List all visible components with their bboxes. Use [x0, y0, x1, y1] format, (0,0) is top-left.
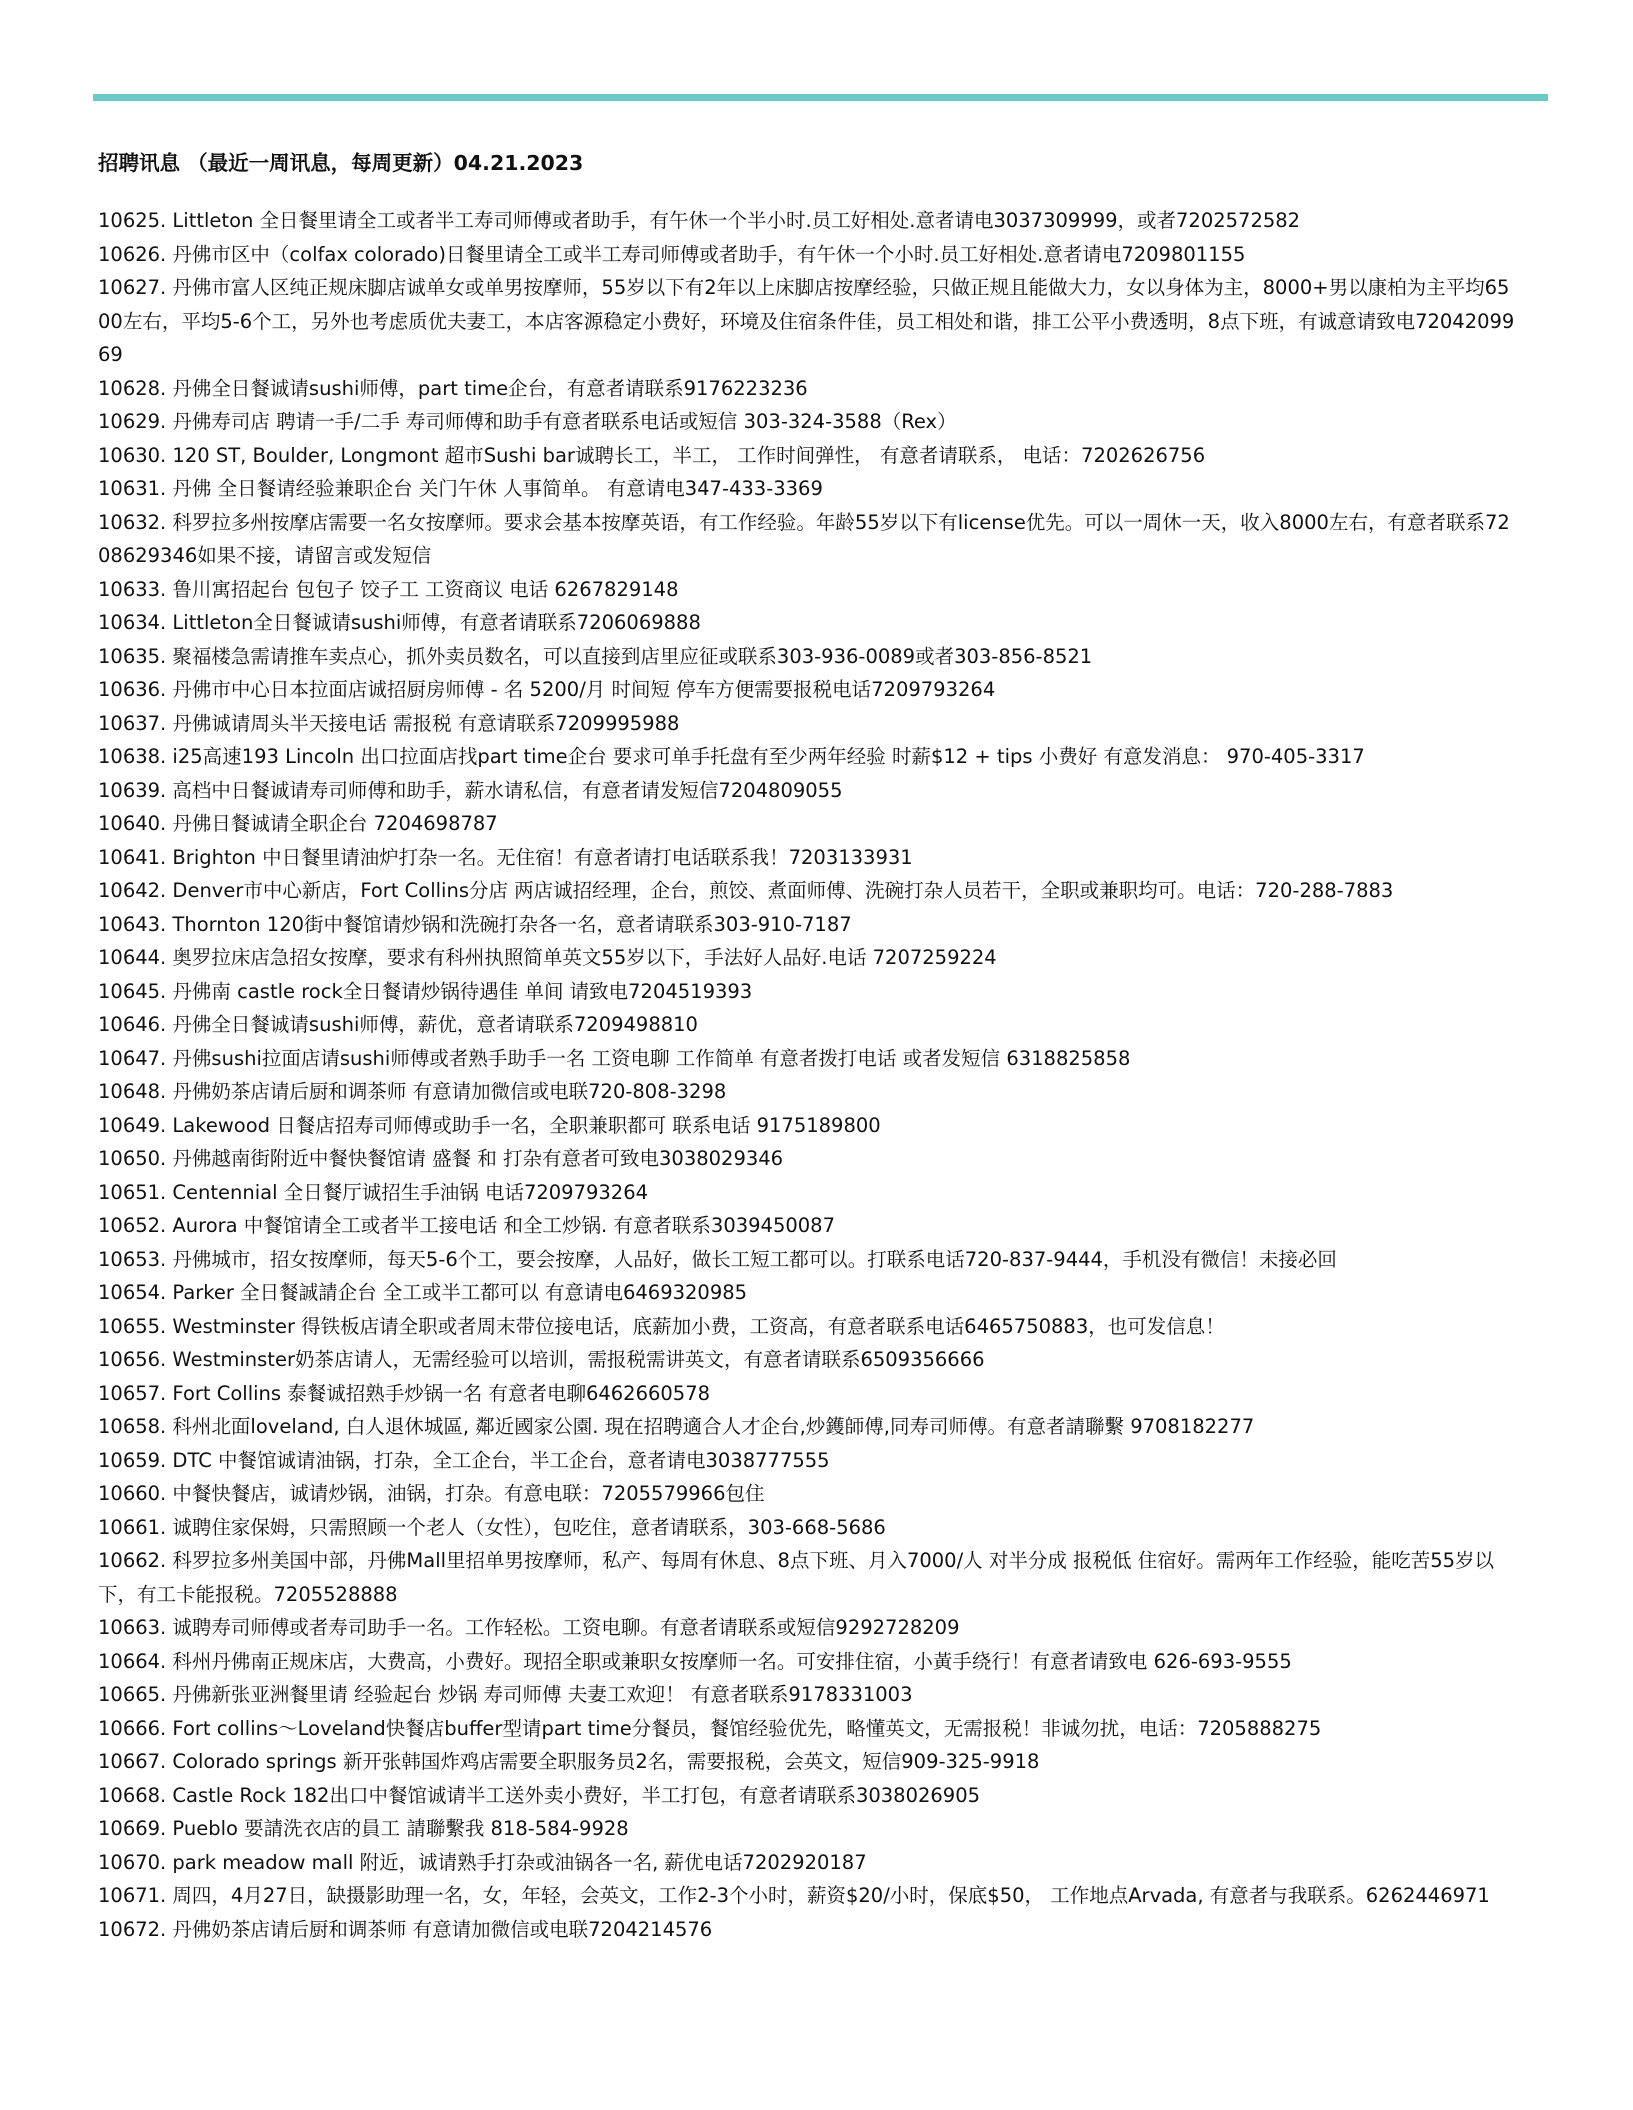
listing-item: 10662. 科罗拉多州美国中部，丹佛Mall里招单男按摩师，私产、每周有休息、8点下班、月入7000/人 对半分成 报税低 住宿好。需两年工作经验，能吃苦55岁以下，有工卡能报税。7205528888 [98, 1549, 1495, 1606]
listing-item: 10641. Brighton 中日餐里请油炉打杂一名。无住宿！有意者请打电话联系我！7203133931 [98, 845, 913, 869]
listing-item: 10661. 诚聘住家保姆，只需照顾一个老人（女性），包吃住，意者请联系，303-668-5686 [98, 1515, 886, 1539]
listing-item: 10665. 丹佛新张亚洲餐里请 经验起台 炒锅 寿司师傅 夫妻工欢迎！ 有意者联系9178331003 [98, 1683, 913, 1706]
listing-item: 10670. park meadow mall 附近，诚请熟手打杂或油锅各一名, 薪优电话7202920187 [98, 1850, 867, 1874]
listing-item: 10640. 丹佛日餐诚请全职企台 7204698787 [98, 812, 498, 835]
listing-item: 10655. Westminster 得铁板店请全职或者周末带位接电话，底薪加小费，工资高，有意者联系电话6465750883，也可发信息！ [98, 1314, 1225, 1338]
listing-item: 10644. 奥罗拉床店急招女按摩，要求有科州执照简单英文55岁以下，手法好人品好.电话 7207259224 [98, 946, 997, 969]
listing-item: 10648. 丹佛奶茶店请后厨和调茶师 有意请加微信或电联720-808-3298 [98, 1080, 727, 1103]
header-rule [93, 94, 1548, 101]
listing-item: 10647. 丹佛sushi拉面店请sushi师傅或者熟手助手一名 工资电聊 工作简单 有意者拨打电话 或者发短信 6318825858 [98, 1046, 1131, 1070]
listing-item: 10627. 丹佛市富人区纯正规床脚店诚单女或单男按摩师，55岁以下有2年以上床脚店按摩经验，只做正规且能做大力，女以身体为主，8000+男以康柏为主平均6500左右，平均5-6个工，另外也考虑质优夫妻工，本店客源稳定小费好，环境及住宿条件佳，员工相处和谐，排工公平小费透明，8点下班，有诚意请致电7204209969 [98, 276, 1515, 366]
listing-item: 10663. 诚聘寿司师傅或者寿司助手一名。工作轻松。工资电聊。有意者请联系或短信9292728209 [98, 1616, 960, 1639]
listing-item: 10666. Fort collins～Loveland快餐店buffer型请part time分餐员，餐馆经验优先，略懂英文，无需报税！非诚勿扰，电话：7205888275 [98, 1716, 1322, 1740]
listing-item: 10645. 丹佛南 castle rock全日餐请炒锅待遇佳 单间 请致电7204519393 [98, 979, 753, 1003]
listing-item: 10634. Littleton全日餐诚请sushi师傅，有意者请联系7206069888 [98, 611, 701, 634]
listing-item: 10672. 丹佛奶茶店请后厨和调茶师 有意请加微信或电联7204214576 [98, 1917, 713, 1941]
listing-item: 10629. 丹佛寿司店 聘请一手/二手 寿司师傅和助手有意者联系电话或短信 303-324-3588（Rex） [98, 410, 957, 433]
listing-item: 10658. 科州北面loveland, 白人退休城區, 鄰近國家公園. 現在招聘適合人才企台,炒鑊師傅,同寿司师傅。有意者請聯繫 9708182277 [98, 1415, 1255, 1438]
listing-item: 10651. Centennial 全日餐厅诚招生手油锅 电话7209793264 [98, 1180, 649, 1204]
listing-item: 10671. 周四，4月27日，缺摄影助理一名，女，年轻，会英文，工作2-3个小时，薪资$20/小时，保底$50， 工作地点Arvada, 有意者与我联系。6262446971 [98, 1884, 1490, 1907]
listing-item: 10656. Westminster奶茶店请人，无需经验可以培训，需报税需讲英文，有意者请联系6509356666 [98, 1348, 985, 1371]
listing-item: 10635. 聚福楼急需请推车卖点心，抓外卖员数名，可以直接到店里应征或联系303-936-0089或者303-856-8521 [98, 644, 1093, 668]
job-listings [98, 204, 1518, 1946]
listing-item: 10639. 高档中日餐诚请寿司师傅和助手，薪水请私信，有意者请发短信7204809055 [98, 778, 843, 802]
listing-item: 10669. Pueblo 要請洗衣店的員工 請聯繫我 818-584-9928 [98, 1817, 629, 1840]
listing-item: 10654. Parker 全日餐誠請企台 全工或半工都可以 有意请电6469320985 [98, 1281, 748, 1304]
listing-item: 10657. Fort Collins 泰餐诚招熟手炒锅一名 有意者电聊6462660578 [98, 1381, 711, 1405]
listing-item: 10653. 丹佛城市，招女按摩师，每天5-6个工，要会按摩，人品好，做长工短工都可以。打联系电话720-837-9444，手机没有微信！未接必回 [98, 1247, 1337, 1271]
listing-item: 10631. 丹佛 全日餐请经验兼职企台 关门午休 人事简单。 有意请电347-433-3369 [98, 477, 823, 500]
listing-item: 10664. 科州丹佛南正规床店，大费高，小费好。现招全职或兼职女按摩师一名。可安排住宿，小黃手绕行！有意者请致电 626-693-9555 [98, 1649, 1292, 1673]
listing-item: 10625. Littleton 全日餐里请全工或者半工寿司师傅或者助手，有午休一个半小时.员工好相处.意者请电3037309999，或者7202572582 [98, 209, 1301, 232]
listing-item: 10638. i25高速193 Lincoln 出口拉面店找part time企台 要求可单手托盘有至少两年经验 时薪$12 + tips 小费好 有意发消息： 970-405-3317 [98, 745, 1365, 768]
listing-item: 10630. 120 ST, Boulder, Longmont 超市Sushi bar诚聘长工，半工， 工作时间弹性， 有意者请联系， 电话：7202626756 [98, 443, 1206, 467]
listing-item: 10668. Castle Rock 182出口中餐馆诚请半工送外卖小费好，半工打包，有意者请联系3038026905 [98, 1783, 981, 1807]
listing-item: 10646. 丹佛全日餐诚请sushi师傅，薪优，意者请联系7209498810 [98, 1013, 698, 1036]
listing-item: 10667. Colorado springs 新开张韩国炸鸡店需要全职服务员2名，需要报税，会英文，短信909-325-9918 [98, 1750, 1040, 1773]
listing-item: 10652. Aurora 中餐馆请全工或者半工接电话 和全工炒锅. 有意者联系3039450087 [98, 1214, 835, 1237]
listing-item: 10660. 中餐快餐店，诚请炒锅，油锅，打杂。有意电联：7205579966包住 [98, 1482, 765, 1505]
listing-item: 10628. 丹佛全日餐诚请sushi师傅，part time企台，有意者请联系9176223236 [98, 376, 808, 400]
listing-item: 10633. 鲁川寓招起台 包包子 饺子工 工资商议 电话 6267829148 [98, 577, 679, 601]
listing-item: 10650. 丹佛越南街附近中餐快餐馆请 盛餐 和 打杂有意者可致电3038029346 [98, 1147, 784, 1170]
page-title: 招聘讯息 （最近一周讯息，每周更新）04.21.2023 [98, 151, 584, 175]
listing-item: 10626. 丹佛市区中（colfax colorado)日餐里请全工或半工寿司师傅或者助手，有午休一个小时.员工好相处.意者请电7209801155 [98, 242, 1246, 266]
listing-item: 10636. 丹佛市中心日本拉面店诚招厨房师傅 - 名 5200/月 时间短 停车方便需要报税电话7209793264 [98, 678, 996, 701]
listing-item: 10637. 丹佛诚请周头半天接电话 需报税 有意请联系7209995988 [98, 711, 680, 735]
listing-item: 10659. DTC 中餐馆诚请油锅，打杂，全工企台，半工企台，意者请电3038777555 [98, 1448, 830, 1472]
listing-item: 10632. 科罗拉多州按摩店需要一名女按摩师。要求会基本按摩英语，有工作经验。年龄55岁以下有license优先。可以一周休一天，收入8000左右，有意者联系7208629346如果不接，请留言或发短信 [98, 510, 1510, 567]
listing-item: 10649. Lakewood 日餐店招寿司师傅或助手一名，全职兼职都可 联系电话 9175189800 [98, 1113, 881, 1137]
listing-item: 10642. Denver市中心新店，Fort Collins分店 两店诚招经理，企台，煎饺、煮面师傅、洗碗打杂人员若干，全职或兼职均可。电话：720-288-7883 [98, 879, 1394, 902]
listing-item: 10643. Thornton 120街中餐馆请炒锅和洗碗打杂各一名，意者请联系303-910-7187 [98, 912, 852, 936]
